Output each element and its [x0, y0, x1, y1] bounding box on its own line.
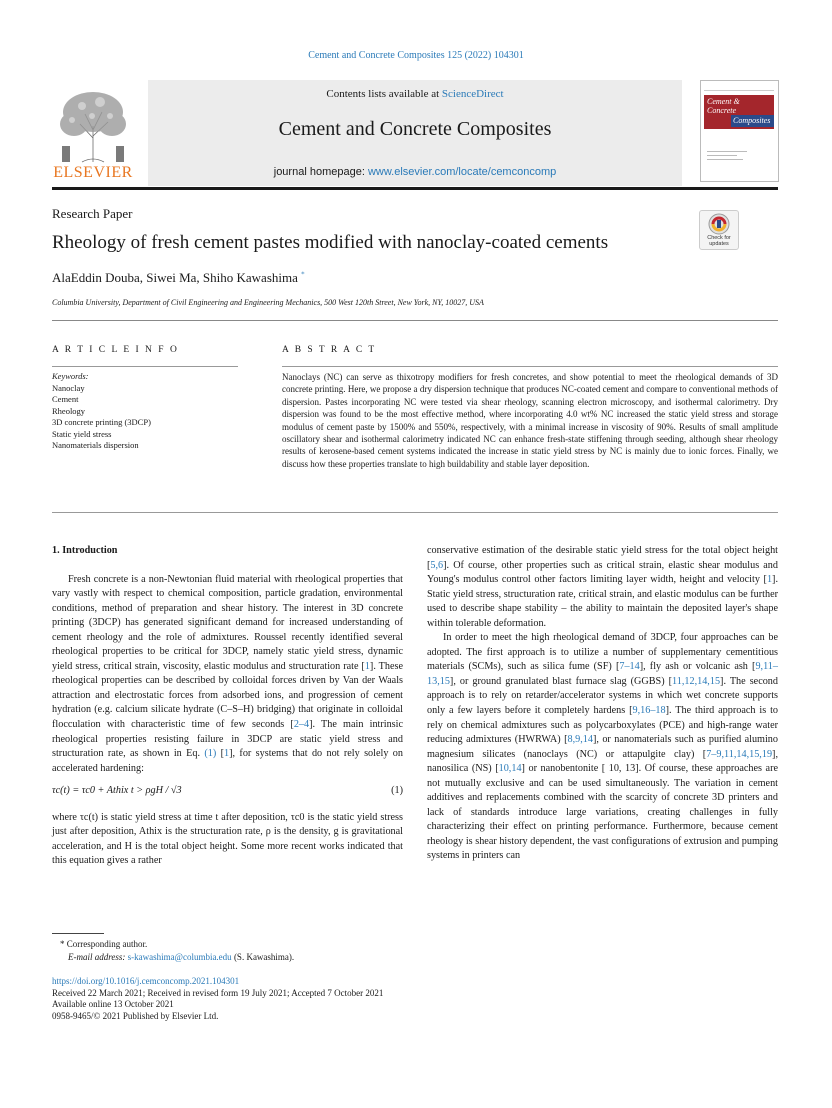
cover-topline — [704, 84, 774, 91]
received-dates: Received 22 March 2021; Received in revised form 19 July 2021; Accepted 7 October 2021 — [52, 987, 384, 998]
text-run: [ — [216, 748, 225, 760]
corresponding-author-mark[interactable]: * — [301, 270, 305, 279]
authors-text: AlaEddin Douba, Siwei Ma, Shiho Kawashima — [52, 270, 298, 285]
footnote — [52, 938, 294, 964]
email-label: E-mail address: — [68, 952, 128, 962]
paragraph — [52, 573, 403, 777]
body-right-column — [427, 544, 778, 864]
article-title: Rheology of fresh cement pastes modified with nanoclay-coated cements — [52, 232, 609, 253]
article-info-heading: A R T I C L E I N F O — [52, 345, 179, 355]
text-run: ], fly ash or volcanic ash [ — [639, 661, 756, 673]
footnote-label: Corresponding author. — [66, 939, 148, 949]
cover-title-1: Cement & — [707, 97, 740, 106]
paragraph — [427, 631, 778, 864]
homepage-prefix: journal homepage: — [273, 166, 368, 178]
journal-citation[interactable] — [0, 50, 832, 61]
abstract-bottom-rule — [52, 512, 778, 513]
article-info-rule — [52, 366, 238, 367]
ref-link[interactable]: 9,11–13,15 — [427, 661, 778, 687]
equation-ref-link[interactable]: (1) — [204, 748, 217, 760]
check-updates-line-1: Check for — [707, 235, 731, 241]
text-run: ], nanosilica (NS) [ — [427, 748, 778, 775]
affiliation-rule — [52, 320, 778, 321]
text-run: ]. The second approach is to rely on retarder/accelerator systems in which wet concrete supports only a few layers before it completely hardens [ — [427, 675, 778, 717]
footnote-corresponding — [52, 938, 294, 951]
ref-link[interactable]: 1 — [364, 660, 370, 672]
tree-icon — [52, 86, 134, 164]
article-type: Research Paper — [52, 206, 133, 221]
ref-link[interactable]: 2–4 — [293, 719, 310, 731]
text-run: ]. Of course, other properties such as critical strain, elastic shear modulus and Young's modulus control other factors limiting layer width, height and velocity [ — [427, 559, 778, 586]
text-run: ]. Static yield stress, structuration rate, critical strain, and elastic modulus can be further used to describe shape stability – the ability to maintain the deposited layer's shape within tolerable deformation. — [427, 574, 778, 629]
keywords-block — [52, 371, 238, 452]
ref-link[interactable]: 7–14 — [619, 661, 640, 673]
contents-prefix: Contents lists available at — [326, 88, 442, 100]
footnote-email — [52, 951, 294, 964]
cover-title-bar — [731, 115, 774, 127]
ref-link[interactable]: 8,9,14 — [567, 734, 593, 746]
text-run: In order to meet the high rheological demand of 3DCP, four approaches can be adopted. The first approach is to utilize a number of supplementary cementitious materials (SCMs), such as silica fume (SF) [ — [427, 632, 778, 673]
ref-link[interactable]: 11,12,14,15 — [672, 675, 721, 687]
text-run: conservative estimation of the desirable static yield stress for the total object height [ — [427, 545, 778, 571]
text-run: ], for systems that do not rely solely on accelerated hardening: — [52, 748, 403, 774]
issn-copyright: 0958-9465/© 2021 Published by Elsevier Ltd. — [52, 1010, 219, 1021]
text-run: ], or nanomaterials such as purified alumino magnesium silicates (nanoclays (NC) or attapulgite clay) [ — [427, 734, 778, 760]
ref-link[interactable]: 9,16–18 — [632, 705, 666, 717]
abstract-heading: A B S T R A C T — [282, 345, 377, 355]
abstract-text: Nanoclays (NC) can serve as thixotropy modifiers for fresh concretes, and show potential to meet the rheological demands of 3D concrete printing. Here, we propose a dry dispersion technique that produces NC-coated cement and compare to conventional methods of dispersion. Pastes incorporating NC were tested via shear rheology, scanning electron microscopy, and isothermal calorimetry. Dry dispersion was found to be the most effective method, where incorporating 4.0 wt% NC increased the static yield stress and storage modulus of cement paste by 1500% and 550%, respectively, with a minimal increase in viscosity of 90%. Results of small amplitude oscillatory shear and isothermal calorimetry indicated NC can enhance fresh-state stiffening through seeding, although shear rheology results of kerosene-based cement systems indicated the increase in static yield stress by NC is mainly due to ionic forces. Finally, we discuss how these properties translate to high buildability and stable layer deposition. — [282, 372, 778, 469]
available-online: Available online 13 October 2021 — [52, 999, 174, 1009]
email-link[interactable]: s-kawashima@columbia.edu — [127, 952, 232, 962]
keyword-item: Rheology — [52, 405, 86, 416]
publisher-name: ELSEVIER — [53, 164, 133, 181]
header-rule — [52, 187, 778, 190]
citation-link[interactable]: Cement and Concrete Composites 125 (2022) 104301 — [308, 50, 524, 61]
author-list — [52, 270, 305, 286]
cover-line-1 — [707, 151, 747, 152]
equation-number: (1) — [391, 785, 403, 797]
text-run: ]. The main intrinsic rheological properties resisting failure in 3DCP are static yield stress and structuration rate, as shown in Eq. — [52, 719, 403, 760]
keyword-item: Cement — [52, 394, 79, 404]
footnote-mark: * — [60, 939, 65, 949]
ref-link[interactable]: 10,14 — [498, 763, 522, 775]
body-left-column — [52, 544, 403, 869]
text-run: ]. The third approach is to rely on chemical admixtures such as polycarboxylates (PCE) and high-range water reducing admixtures (HWRWA) [ — [427, 705, 778, 746]
homepage-line — [148, 166, 682, 178]
check-updates-line-2: updates — [709, 241, 729, 247]
doi-link[interactable]: https://doi.org/10.1016/j.cemconcomp.2021.104301 — [52, 976, 240, 986]
sciencedirect-link[interactable]: ScienceDirect — [441, 88, 504, 100]
abstract-rule — [282, 366, 778, 367]
keyword-item: Nanomaterials dispersion — [52, 440, 139, 450]
cover-line-2 — [707, 155, 737, 156]
keyword-item: 3D concrete printing (3DCP) — [52, 417, 151, 427]
ref-link[interactable]: 1 — [224, 748, 230, 760]
cover-title-2: Concrete — [707, 106, 737, 115]
equation-1 — [52, 784, 403, 799]
affiliation: Columbia University, Department of Civil Engineering and Engineering Mechanics, 500 West 120th Street, New York, NY, 10027, USA — [52, 298, 484, 307]
paragraph — [427, 544, 778, 631]
text-run: ], or ground granulated blast furnace slag (GGBS) [ — [449, 675, 673, 687]
publication-info — [52, 976, 383, 1022]
ref-link[interactable]: 5,6 — [430, 559, 444, 571]
homepage-link[interactable]: www.elsevier.com/locate/cemconcomp — [367, 166, 557, 178]
ref-link[interactable]: 7–9,11,14,15,19 — [706, 748, 773, 760]
keyword-item: Nanoclay — [52, 382, 85, 393]
check-updates-icon — [700, 211, 738, 237]
footnote-rule — [52, 933, 104, 934]
section-heading-introduction: 1. Introduction — [52, 545, 118, 556]
equation-text: τc(t) = τc0 + Athix t > ρgH / √3 — [52, 785, 182, 797]
text-run: Fresh concrete is a non-Newtonian fluid material with rheological properties that vary vastly with respect to chemical composition, particle gradation, environmental conditions, method of preparation and shear history. The interest in 3D concrete printing (3DCP) has generated significant demand for increased understanding of cement rheology and the role of admixtures. Roussel recently identified several rheological properties to be critical for 3DCP, namely static yield stress, dynamic yield stress, critical strain, viscosity, elastic modulus and structuration rate [ — [52, 573, 403, 672]
keyword-item: Static yield stress — [52, 428, 112, 439]
text-run: ]. These rheological properties can be described by colloidal forces driven by Van der Waals attraction and electrostatic forces from adsorbed ions, and progression of cement hydration (e.g. calcium silicate hydrate (C–S–H) bridging) that originate in colloidal flocculation with characteristic time of few seconds [ — [52, 660, 403, 731]
journal-cover-thumbnail[interactable] — [700, 80, 779, 182]
check-for-updates-badge[interactable] — [699, 210, 739, 250]
contents-line — [148, 88, 682, 100]
cover-line-3 — [707, 159, 743, 160]
text-run: ] or nanobentonite [ 10, 13]. Of course, these approaches are not mutually exclusive and can be used simultaneously. The variation in cement additives and replacements combined with the scarcity of concrete 3D printers and lack of standards introduce large variations, creating challenges in fully characterizing their effect on printing performance. Furthermore, because cement rheology is shear history dependent, the vast configurations of extrusion and pumping systems in printers can — [427, 763, 778, 862]
journal-title: Cement and Concrete Composites — [278, 118, 552, 140]
cover-title-3: Composites — [733, 116, 771, 125]
email-owner: (S. Kawashima). — [231, 952, 295, 962]
keywords-label: Keywords: — [52, 371, 89, 381]
paragraph: where τc(t) is static yield stress at time t after deposition, τc0 is the static yield stress just after deposition, Athix is the structuration rate, ρ is the density, g is gravitational acceleration, and H is the total object height. Some more recent works indicated that this equation gives a rather — [52, 811, 403, 867]
ref-link[interactable]: 1 — [766, 574, 773, 586]
